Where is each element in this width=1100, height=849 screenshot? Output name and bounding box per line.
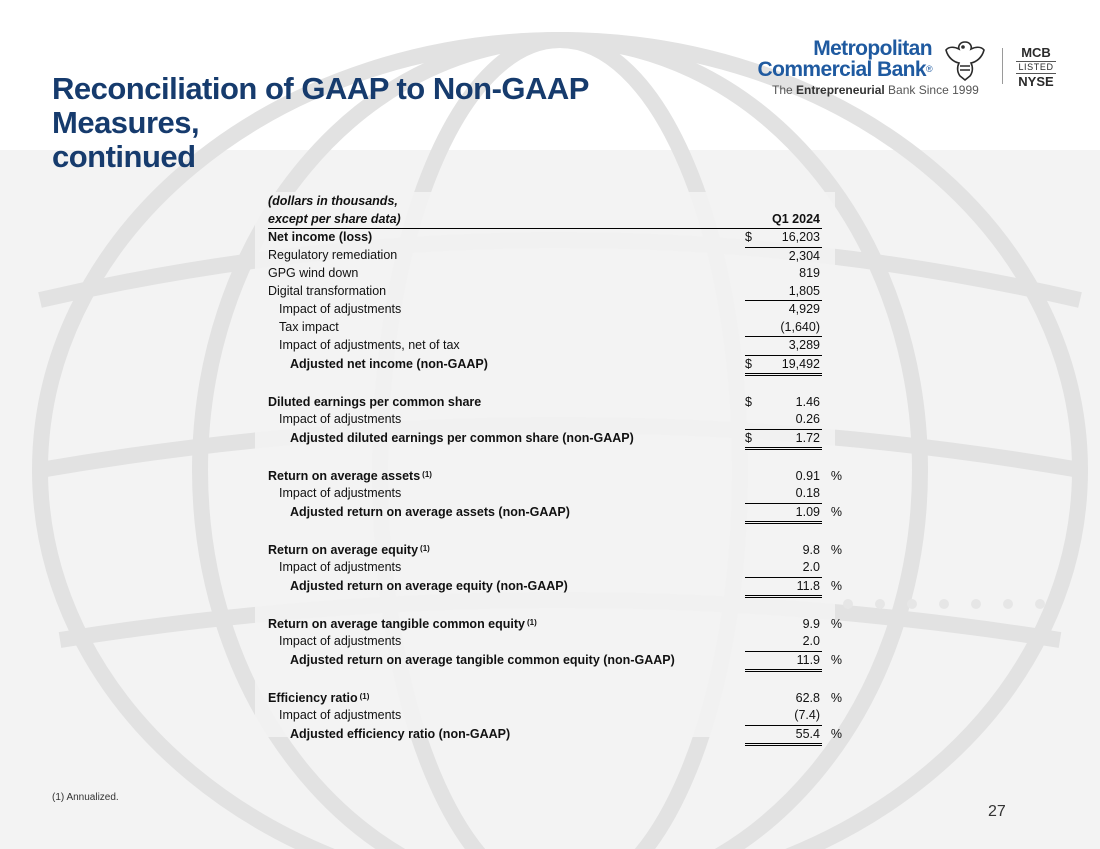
table-row — [268, 616, 842, 634]
row-value: 16,203 — [781, 230, 820, 244]
row-label: Return on average equity — [268, 542, 419, 557]
footnote-marker: (1) — [527, 617, 537, 627]
row-label-cell — [268, 542, 745, 560]
header-units-line-2: except per share data) — [268, 211, 745, 229]
row-label: Impact of adjustments — [279, 634, 402, 649]
row-value: 1.46 — [795, 394, 820, 409]
row-label: Adjusted efficiency ratio (non-GAAP) — [290, 727, 511, 741]
table-row — [268, 651, 842, 671]
row-label-cell — [268, 468, 745, 486]
row-percent — [822, 265, 842, 283]
logo-name-line-1: Metropolitan — [813, 37, 932, 60]
row-currency — [745, 503, 755, 523]
logo-tagline — [772, 83, 979, 97]
row-percent — [822, 319, 842, 337]
table-row — [268, 577, 842, 597]
row-percent — [822, 633, 842, 651]
row-label: Adjusted diluted earnings per common share (non-GAAP) — [290, 431, 634, 445]
table-row — [268, 725, 842, 745]
row-value: 819 — [799, 266, 820, 280]
row-percent — [822, 355, 842, 375]
row-percent — [822, 394, 842, 412]
row-currency — [745, 319, 755, 337]
row-label: Tax impact — [279, 319, 339, 334]
page-title — [52, 72, 732, 174]
row-percent — [822, 559, 842, 577]
footnote-marker: (1) — [359, 691, 370, 701]
table-row — [268, 542, 842, 560]
row-percent — [822, 411, 842, 429]
row-percent — [822, 283, 842, 301]
row-percent: % — [830, 616, 842, 631]
row-currency — [745, 616, 755, 634]
row-currency — [745, 690, 755, 708]
ticker-symbol: MCB — [1021, 45, 1051, 60]
row-label: Regulatory remediation — [268, 248, 398, 263]
row-value: 1.72 — [755, 429, 822, 449]
row-value: 9.9 — [802, 616, 820, 631]
table-row — [268, 247, 842, 265]
row-percent: % — [830, 727, 842, 741]
row-label: Impact of adjustments — [279, 412, 402, 427]
footnote-marker: (1) — [422, 469, 432, 479]
row-currency — [745, 337, 755, 356]
header-units-line-1: (dollars in thousands, — [268, 194, 398, 208]
row-value: 9.8 — [802, 542, 820, 557]
row-label: Adjusted return on average equity (non-GAAP) — [290, 579, 568, 593]
table-row — [268, 503, 842, 523]
table-row — [268, 429, 842, 449]
title-line-2: continued — [52, 139, 196, 174]
row-label: Impact of adjustments — [279, 708, 402, 723]
row-value: 55.4 — [755, 725, 822, 745]
row-label: Adjusted return on average assets (non-GAAP) — [290, 505, 570, 519]
row-value: 3,289 — [755, 337, 822, 356]
row-currency — [745, 247, 755, 265]
row-label: Net income (loss) — [268, 230, 373, 245]
period-header: Q1 2024 — [755, 211, 822, 229]
row-currency — [745, 468, 755, 486]
row-value: 11.8 — [755, 577, 822, 597]
row-value: (7.4) — [794, 708, 820, 722]
row-currency — [745, 542, 755, 560]
row-value: 2.0 — [802, 560, 820, 574]
title-line-1: Reconciliation of GAAP to Non-GAAP Measures, — [52, 71, 589, 140]
logo-tagline-bold: Entrepreneurial — [796, 83, 885, 97]
row-currency — [745, 301, 755, 319]
logo-tagline-prefix: The — [772, 83, 797, 97]
row-percent: % — [830, 468, 842, 483]
row-label: Impact of adjustments — [279, 486, 402, 501]
row-currency — [745, 633, 755, 651]
row-currency — [745, 707, 755, 725]
row-label: Digital transformation — [268, 283, 387, 298]
row-value: 0.26 — [795, 412, 820, 426]
table-header-row-2 — [268, 211, 842, 229]
reconciliation-table — [268, 193, 842, 746]
row-label: Return on average assets — [268, 468, 421, 483]
row-currency: $ — [745, 394, 752, 409]
row-label: Adjusted return on average tangible common equity (non-GAAP) — [290, 653, 675, 667]
row-value: 4,929 — [755, 301, 822, 319]
logo-tagline-suffix: Bank Since 1999 — [884, 83, 979, 97]
row-label-cell — [268, 690, 745, 708]
row-currency — [745, 411, 755, 429]
table-row — [268, 301, 842, 319]
row-value: 0.91 — [795, 468, 820, 483]
logo-divider — [1002, 48, 1003, 84]
row-currency — [745, 485, 755, 503]
page-number: 27 — [988, 803, 1006, 820]
row-value: 1,805 — [788, 283, 820, 298]
row-percent — [822, 707, 842, 725]
row-currency — [745, 725, 755, 745]
row-percent: % — [830, 690, 842, 705]
table-row — [268, 319, 842, 337]
row-percent — [822, 301, 842, 319]
exchange-name: NYSE — [1018, 74, 1054, 89]
row-percent: % — [830, 542, 842, 557]
logo-name: Metropolitan Commercial Bank® — [757, 37, 932, 81]
row-currency — [745, 559, 755, 577]
row-percent — [822, 229, 842, 248]
row-label: Diluted earnings per common share — [268, 394, 482, 409]
table-row — [268, 337, 842, 356]
row-label: Impact of adjustments — [279, 301, 402, 316]
row-label: Impact of adjustments — [279, 560, 402, 575]
row-currency — [745, 283, 755, 301]
listed-label: LISTED — [1016, 61, 1056, 74]
logo-name-line-2: Commercial Bank — [757, 58, 926, 81]
table-row — [268, 355, 842, 375]
row-currency: $ — [745, 230, 752, 244]
table-row — [268, 559, 842, 577]
row-label: Adjusted net income (non-GAAP) — [290, 357, 488, 371]
row-currency — [745, 651, 755, 671]
table-row — [268, 468, 842, 486]
row-currency: $ — [745, 429, 755, 449]
row-label: GPG wind down — [268, 266, 359, 280]
row-percent — [822, 247, 842, 265]
row-value: (1,640) — [780, 319, 820, 334]
row-label: Return on average tangible common equity — [268, 616, 525, 631]
eagle-icon — [942, 36, 988, 82]
table-row — [268, 229, 842, 248]
row-label: Impact of adjustments, net of tax — [279, 338, 460, 352]
row-label: Efficiency ratio — [268, 690, 358, 705]
table-row — [268, 690, 842, 708]
row-percent: % — [830, 653, 842, 667]
row-percent — [822, 485, 842, 503]
row-label-cell — [268, 616, 745, 634]
row-value: 2.0 — [802, 634, 820, 648]
table-header-row-1 — [268, 193, 842, 211]
table-row — [268, 283, 842, 301]
table-row — [268, 707, 842, 725]
row-value: 19,492 — [755, 355, 822, 375]
table-row — [268, 633, 842, 651]
row-percent: % — [830, 579, 842, 593]
row-value: 2,304 — [755, 247, 822, 265]
row-value: 1.09 — [755, 503, 822, 523]
row-currency: $ — [745, 355, 755, 375]
row-value: 62.8 — [795, 690, 820, 705]
row-percent: % — [830, 505, 842, 519]
row-percent — [822, 429, 842, 449]
table-row — [268, 485, 842, 503]
row-currency — [745, 577, 755, 597]
table-row — [268, 411, 842, 429]
row-currency — [745, 265, 755, 283]
row-percent — [822, 337, 842, 356]
nyse-listed-badge — [1016, 46, 1056, 89]
footnote: (1) Annualized. — [52, 792, 119, 803]
table-row — [268, 265, 842, 283]
row-value: 11.9 — [755, 651, 822, 671]
table-row — [268, 394, 842, 412]
row-value: 0.18 — [795, 486, 820, 500]
footnote-marker: (1) — [420, 543, 430, 553]
bank-logo — [757, 36, 1070, 106]
